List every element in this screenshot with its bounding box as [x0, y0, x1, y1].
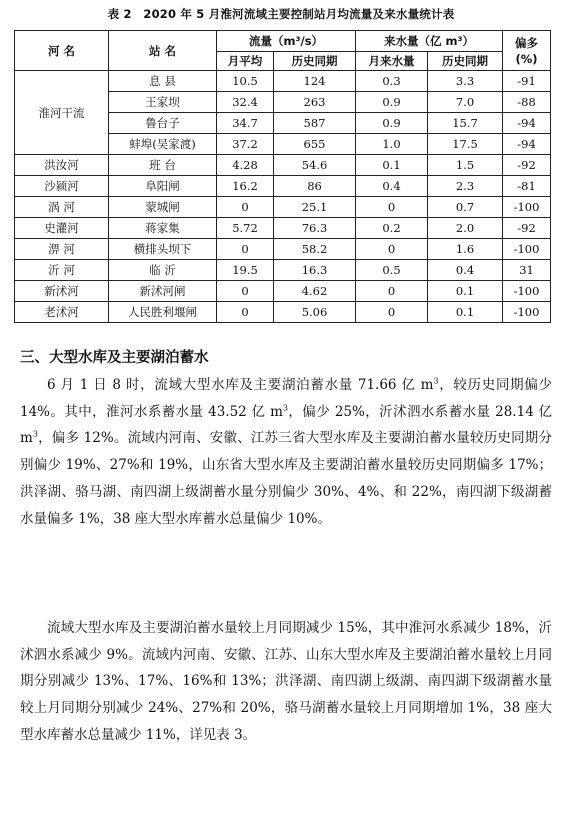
flow-avg-cell: 37.2 [217, 134, 274, 155]
header-flow: 流量（m³/s） [217, 31, 356, 52]
flow-avg-cell: 19.5 [217, 260, 274, 281]
station-cell: 班 台 [109, 155, 217, 176]
table-body [15, 71, 551, 323]
river-cell: 史灌河 [15, 218, 109, 239]
table-row [15, 281, 551, 302]
inflow-month-cell: 0.4 [356, 176, 428, 197]
inflow-month-cell: 1.0 [356, 134, 428, 155]
section-heading: 三、大型水库及主要湖泊蓄水 [20, 350, 209, 366]
river-cell: 老沭河 [15, 302, 109, 323]
table-row [15, 176, 551, 197]
station-cell: 王家坝 [109, 92, 217, 113]
station-cell: 阜阳闸 [109, 176, 217, 197]
river-cell: 涡 河 [15, 197, 109, 218]
flow-avg-cell: 0 [217, 302, 274, 323]
deviation-cell: -100 [503, 302, 551, 323]
flow-hist-cell: 5.06 [274, 302, 356, 323]
header-monthly-avg: 月平均 [217, 52, 274, 71]
river-cell: 洪汝河 [15, 155, 109, 176]
flow-avg-cell: 34.7 [217, 113, 274, 134]
inflow-month-cell: 0.1 [356, 155, 428, 176]
station-cell: 蒋家集 [109, 218, 217, 239]
table-row [15, 155, 551, 176]
inflow-month-cell: 0.9 [356, 92, 428, 113]
station-cell: 横排头坝下 [109, 239, 217, 260]
table-row [15, 302, 551, 323]
flow-hist-cell: 263 [274, 92, 356, 113]
deviation-cell: 31 [503, 260, 551, 281]
header-station: 站 名 [109, 31, 217, 71]
inflow-hist-cell: 0.4 [428, 260, 503, 281]
inflow-month-cell: 0.5 [356, 260, 428, 281]
header-inflow: 来水量（亿 m³） [356, 31, 503, 52]
inflow-month-cell: 0 [356, 239, 428, 260]
flow-avg-cell: 4.28 [217, 155, 274, 176]
flow-hist-cell: 124 [274, 71, 356, 92]
deviation-cell: -92 [503, 155, 551, 176]
table-row [15, 218, 551, 239]
inflow-month-cell: 0 [356, 302, 428, 323]
inflow-hist-cell: 3.3 [428, 71, 503, 92]
inflow-month-cell: 0.3 [356, 71, 428, 92]
flow-hist-cell: 587 [274, 113, 356, 134]
inflow-month-cell: 0 [356, 197, 428, 218]
inflow-hist-cell: 1.5 [428, 155, 503, 176]
inflow-month-cell: 0 [356, 281, 428, 302]
river-cell: 新沭河 [15, 281, 109, 302]
flow-avg-cell: 32.4 [217, 92, 274, 113]
river-cell: 沂 河 [15, 260, 109, 281]
inflow-month-cell: 0.2 [356, 218, 428, 239]
table-caption: 表 2 2020 年 5 月淮河流域主要控制站月均流量及来水量统计表 [107, 7, 455, 21]
deviation-cell: -91 [503, 71, 551, 92]
flow-avg-cell: 0 [217, 239, 274, 260]
deviation-cell: -92 [503, 218, 551, 239]
station-cell: 新沭河闸 [109, 281, 217, 302]
flow-hist-cell: 58.2 [274, 239, 356, 260]
deviation-cell: -88 [503, 92, 551, 113]
station-cell: 临 沂 [109, 260, 217, 281]
station-cell: 蒙城闸 [109, 197, 217, 218]
header-historical-inflow: 历史同期 [428, 52, 503, 71]
inflow-hist-cell: 1.6 [428, 239, 503, 260]
flow-avg-cell: 10.5 [217, 71, 274, 92]
station-cell: 蚌埠(吴家渡) [109, 134, 217, 155]
deviation-cell: -81 [503, 176, 551, 197]
flow-hist-cell: 25.1 [274, 197, 356, 218]
deviation-cell: -100 [503, 197, 551, 218]
flow-statistics-table [14, 30, 551, 323]
header-historical-flow: 历史同期 [274, 52, 356, 71]
header-river: 河 名 [15, 31, 109, 71]
flow-hist-cell: 16.3 [274, 260, 356, 281]
inflow-hist-cell: 2.0 [428, 218, 503, 239]
deviation-cell: -94 [503, 134, 551, 155]
deviation-cell: -100 [503, 239, 551, 260]
river-cell: 淮河干流 [15, 71, 109, 155]
flow-hist-cell: 54.6 [274, 155, 356, 176]
inflow-month-cell: 0.9 [356, 113, 428, 134]
flow-avg-cell: 0 [217, 281, 274, 302]
station-cell: 人民胜利堰闸 [109, 302, 217, 323]
header-deviation [503, 31, 551, 71]
table-row [15, 197, 551, 218]
inflow-hist-cell: 17.5 [428, 134, 503, 155]
flow-hist-cell: 86 [274, 176, 356, 197]
header-deviation-line2: (%) [515, 51, 538, 66]
flow-hist-cell: 76.3 [274, 218, 356, 239]
river-cell: 淠 河 [15, 239, 109, 260]
table-row [15, 71, 551, 92]
flow-hist-cell: 655 [274, 134, 356, 155]
station-cell: 鲁台子 [109, 113, 217, 134]
inflow-hist-cell: 7.0 [428, 92, 503, 113]
inflow-hist-cell: 2.3 [428, 176, 503, 197]
river-cell: 沙颍河 [15, 176, 109, 197]
inflow-hist-cell: 0.1 [428, 281, 503, 302]
flow-avg-cell: 0 [217, 197, 274, 218]
station-cell: 息 县 [109, 71, 217, 92]
paragraph-storage-change: 流域大型水库及主要湖泊蓄水量较上月同期减少 15%，其中淮河水系减少 18%，沂沭泗水系减少 9%。流域内河南、安徽、江苏、山东大型水库及主要湖泊蓄水量较上月同期分别减少 13%、17%、16%和 13%；洪泽湖、南四湖上级湖、南四湖下级湖蓄水量较上月同期分别减少 24%、27%和 20%，骆马湖蓄水量较上月同期增加 1%，38 座大型水库蓄水总量减少 11%，详见表 3。 [20, 620, 552, 743]
flow-avg-cell: 5.72 [217, 218, 274, 239]
inflow-hist-cell: 0.1 [428, 302, 503, 323]
deviation-cell: -94 [503, 113, 551, 134]
flow-hist-cell: 4.62 [274, 281, 356, 302]
flow-avg-cell: 16.2 [217, 176, 274, 197]
inflow-hist-cell: 15.7 [428, 113, 503, 134]
header-deviation-line1: 偏多 [515, 35, 539, 50]
header-monthly-inflow: 月来水量 [356, 52, 428, 71]
table-row [15, 260, 551, 281]
deviation-cell: -100 [503, 281, 551, 302]
inflow-hist-cell: 0.7 [428, 197, 503, 218]
paragraph-storage-status: 6 月 1 日 8 时，流域大型水库及主要湖泊蓄水量 71.66 亿 $m^3$，较历史同期偏少 14%。其中，淮河水系蓄水量 43.52 亿 $m^3$，偏少 25%，沂沭泗水系蓄水量 28.14 亿 $m^3$，偏多 12%。流域内河南、安徽、江苏三省大型水库及主要湖泊蓄水量较历史同期分别偏少 19%、27%和 19%，山东省大型水库及主要湖泊蓄水量较历史同期偏多 17%；洪泽湖、骆马湖、南四湖上级湖蓄水量分别偏少 30%、4%、和 22%，南四湖下级湖蓄水量偏多 1%，38 座大型水库蓄水总量偏少 10%。 [20, 376, 553, 527]
table-row [15, 239, 551, 260]
